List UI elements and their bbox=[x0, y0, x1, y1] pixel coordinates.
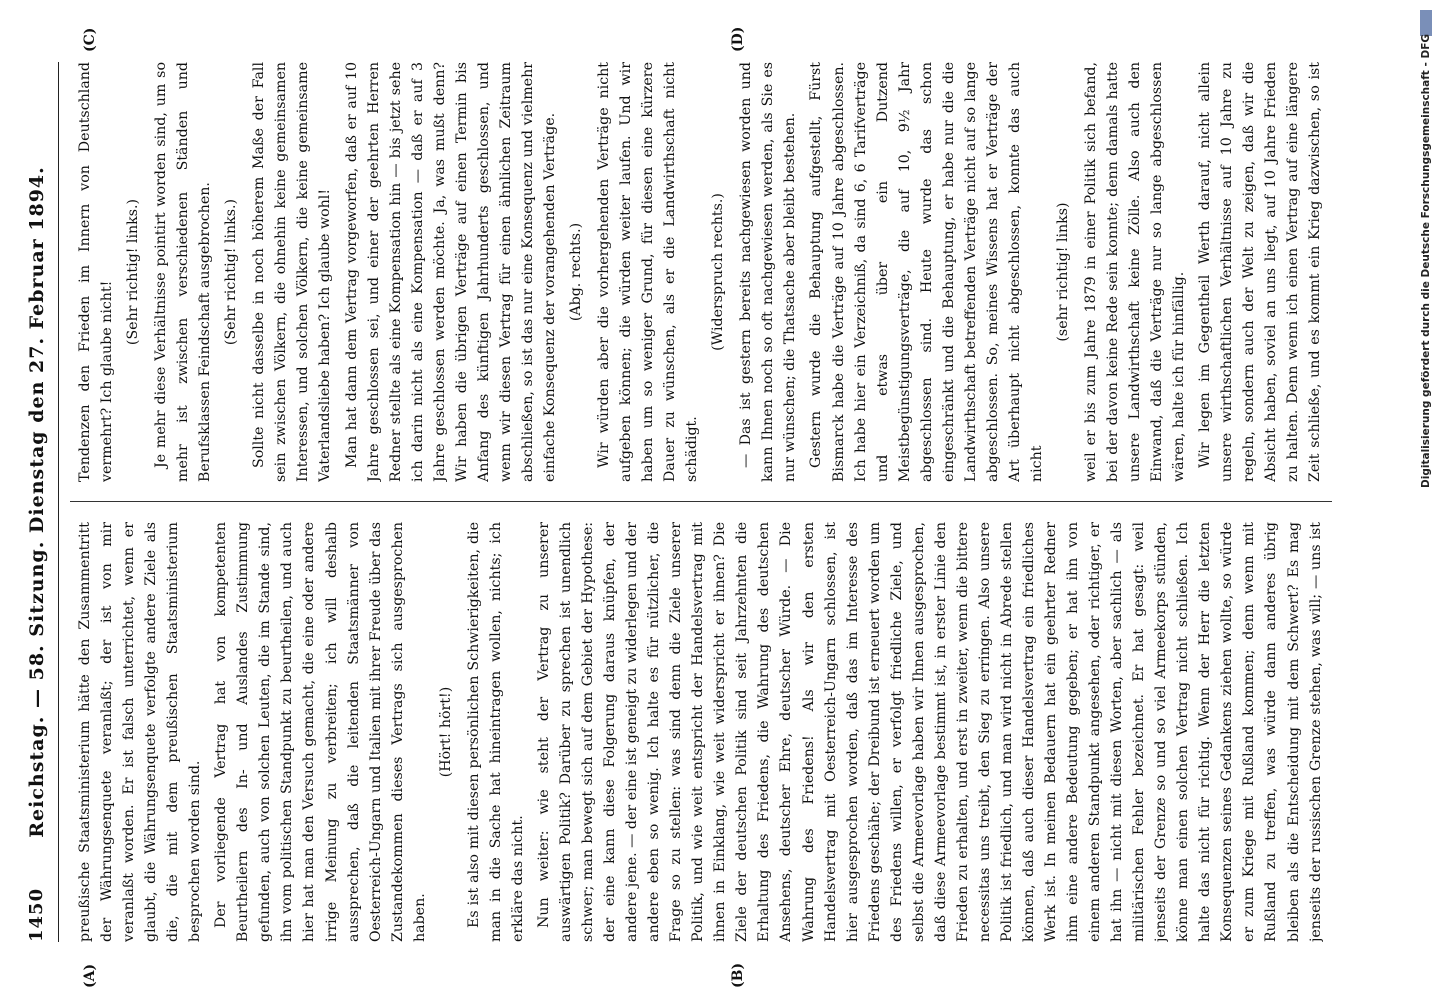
paragraph: weil er bis zum Jahre 1879 in einer Politik sich befand, bei der davon keine Rede sein konnte; denn damals hatte unsere Landwirthschaft keine Zölle. Also auch den Einwand, daß die Verträge nur so lange abgeschlossen wären, halte ich für hinfällig. bbox=[1083, 62, 1188, 482]
margin-mark-b: (B) bbox=[730, 962, 746, 988]
interjection: (sehr richtig! links) bbox=[1054, 202, 1071, 342]
paragraph: Man hat dann dem Vertrag vorgeworfen, daß er auf 10 Jahre geschlossen sei, und einer der geehrten Herren Redner stellte als eine Kompensation hin — bis jetzt sehe ich darin nicht als eine Kompensation — daß er auf 3 Jahre geschlossen werden möchte. Ja, was mußt denn? Wir haben die übrigen Verträge auf einen Termin bis Anfang des künftigen Jahrhunderts geschlossen, und wenn wir diesen Vertrag für einen ähnlichen Zeitraum abschließen, so ist das nur eine Konsequenz und vielmehr einfache Konsequenz der vorangehenden Verträge. bbox=[343, 62, 558, 482]
margin-mark-a: (A) bbox=[82, 963, 98, 988]
dfg-sidebar bbox=[1420, 4, 1432, 996]
paragraph: — Das ist gestern bereits nachgewiesen worden und kann Ihnen noch so oft nachgewiesen werden, als Sie es nur wünschen; die Thatsache aber bleibt bestehen. bbox=[738, 62, 799, 482]
left-text-column bbox=[74, 522, 1324, 942]
page-header bbox=[18, 62, 59, 942]
interjection: (Hört! hört!) bbox=[437, 686, 454, 778]
paragraph: Wir legen im Gegentheil Werth darauf, nicht allein unsere wirthschaftlichen Verhältnisse auf 10 Jahre zu regeln, sondern auch der Welt zu zeigen, daß wir die Absicht haben, soviel an uns liegt, auf 10 Jahre Frieden zu halten. Denn wenn ich einen Vertrag auf eine längere Zeit schließe, und es kommt ein Krieg dazwischen, so ist bbox=[1197, 62, 1324, 482]
paragraph: Gestern wurde die Behauptung aufgestellt, Fürst Bismarck habe die Verträge auf 10 Jahre abgeschlossen. Ich habe hier ein Verzeichniß, da sind 6, 6 Tarifverträge und etwas über ein Dutzend Meistbegünstigungsverträge, die auf 10, 9½ Jahr abgeschlossen sind. Heute wurde das schon eingeschränkt und die Behauptung, er habe nur die die Landwirthschaft betreffenden Verträge nicht auf so lange abgeschlossen. So, meines Wissens hat er Verträge der Art überhaupt nicht abgeschlossen, konnte das auch nicht bbox=[808, 62, 1045, 482]
paragraph: Tendenzen den Frieden im Innern von Deutschland vermehrt? Ich glaube nicht! bbox=[77, 62, 116, 482]
interjection: (Sehr richtig! links.) bbox=[223, 198, 240, 346]
running-title: Reichstag. — 58. Sitzung. Dienstag den 27. Februar 1894. bbox=[26, 166, 48, 838]
paragraph: preußische Staatsministerium hätte den Zusammentritt der Währungsenquete veranlaßt; der ist von mir veranlaßt worden. Er ist falsch unterrichtet, wenn er glaubt, die Währungsenquete verfolgte andere Ziele als die, die mit dem preußischen Staatsministerium besprochen worden sind. bbox=[77, 522, 204, 942]
right-text-column bbox=[74, 62, 1324, 482]
paragraph: Nun weiter: wie steht der Vertrag zu unserer auswärtigen Politik? Darüber zu sprechen ist unendlich schwer; man bewegt sich auf dem Gebiet der Hypothese: der eine kann diese Folgerung daraus knüpfen, der andere jene. — der eine ist geneigt zu widerlegen und der andere eben so wenig. Ich halte es für nützlicher, die Frage so zu stellen: was sind denn die Ziele unserer Politik, und wie weit entspricht der Handelsvertrag mit ihnen in Einklang, wie weit widerspricht er ihnen? Die Ziele der deutschen Politik sind seit Jahrzehnten die Erhaltung des Friedens, die Wahrung des deutschen Ansehens, deutscher Ehre, deutscher Würde. — Die Wahrung des Friedens! Als wir den ersten Handelsvertrag mit Oesterreich-Ungarn schlossen, ist hier ausgesprochen worden, daß das im Interesse des Friedens geschähe; der Dreibund ist erneuert worden um des Friedens willen, er verfolgt friedliche Ziele, und selbst die Armeevorlage haben wir Ihnen ausgesprochen, daß diese Armeevorlage bestimmt ist, in erster Linie den Frieden zu erhalten, und erst in zweiter, wenn die bittere necessitas uns treibt, den Sieg zu erringen. Also unsere Politik ist friedlich, und man wird nicht in Abrede stellen können, daß auch dieser Handelsvertrag ein friedliches Werk ist. In meinen Bedauern hat ein geehrter Redner ihm eine andere Bedeutung gegeben; er hat ihn von einem anderen Standpunkt angesehen, oder richtiger, er hat ihn — nicht mit diesen Worten, aber sachlich — als militärischen Fehler bezeichnet. Er hat gesagt: weil jenseits der Grenze so und so viel Armeekorps stünden, könne man einen solchen Vertrag nicht schließen. Ich halte das nicht für richtig. Wenn der Herr die letzten Konsequenzen seines Gedankens ziehen wollte, so würde er zum Kriege mit Rußland kommen; denn wenn mit Rußland zu treffen, was würde dann anderes übrig bleiben als die Entscheidung mit dem Schwert? Es mag jenseits der russischen Grenze stehen, was will; — uns ist bbox=[535, 522, 1324, 942]
paragraph: Es ist also mit diesen persönlichen Schwierigkeiten, die man in die Sache hat hineintragen wollen, nichts; ich erkläre das nicht. bbox=[465, 522, 526, 942]
dfg-credit: Digitalisierung gefördert durch die Deutsche Forschungsgemeinschaft - DFG bbox=[1420, 34, 1432, 488]
margin-mark-d: (D) bbox=[730, 26, 746, 52]
margin-mark-c: (C) bbox=[82, 27, 98, 52]
paragraph: Wir würden aber die vorhergehenden Verträge nicht aufgeben können; die würden weiter laufen. Und wir haben um so weniger Grund, für diesen eine kürzere Dauer zu wünschen, als er die Landwirthschaft nicht schädigt. bbox=[596, 62, 701, 482]
paragraph: Je mehr diese Verhältnisse pointirt worden sind, um so mehr ist zwischen verschiedenen Ständen und Berufsklassen Feindschaft ausgebrochen. bbox=[153, 62, 214, 482]
paragraph: Sollte nicht dasselbe in noch höherem Maße der Fall sein zwischen Völkern, die ohnehin keine gemeinsamen Interessen, und solchen Völkern, die keine gemeinsame Vaterlandsliebe haben? Ich glaube wohl! bbox=[251, 62, 334, 482]
interjection: (Abg. rechts.) bbox=[567, 222, 584, 322]
interjection: (Sehr richtig! links.) bbox=[125, 198, 142, 346]
column-divider bbox=[70, 501, 1332, 502]
interjection: (Widerspruch rechts.) bbox=[710, 193, 727, 351]
paragraph: Der vorliegende Vertrag hat von kompetenten Beurtheilern des In- und Auslandes Zustimmung gefunden, auch von solchen Leuten, die im Stande sind, ihn vom politischen Standpunkt zu beurtheilen, und auch hier hat man den Versuch gemacht, die eine oder andere irrige Meinung zu verbreiten; ich will deshalb aussprechen, daß die leitenden Staatsmänner von Oesterreich-Ungarn und Italien mit ihrer Freude über das Zustandekommen dieses Vertrags sich ausgesprochen haben. bbox=[213, 522, 428, 942]
page-number: 1450 bbox=[26, 887, 47, 942]
